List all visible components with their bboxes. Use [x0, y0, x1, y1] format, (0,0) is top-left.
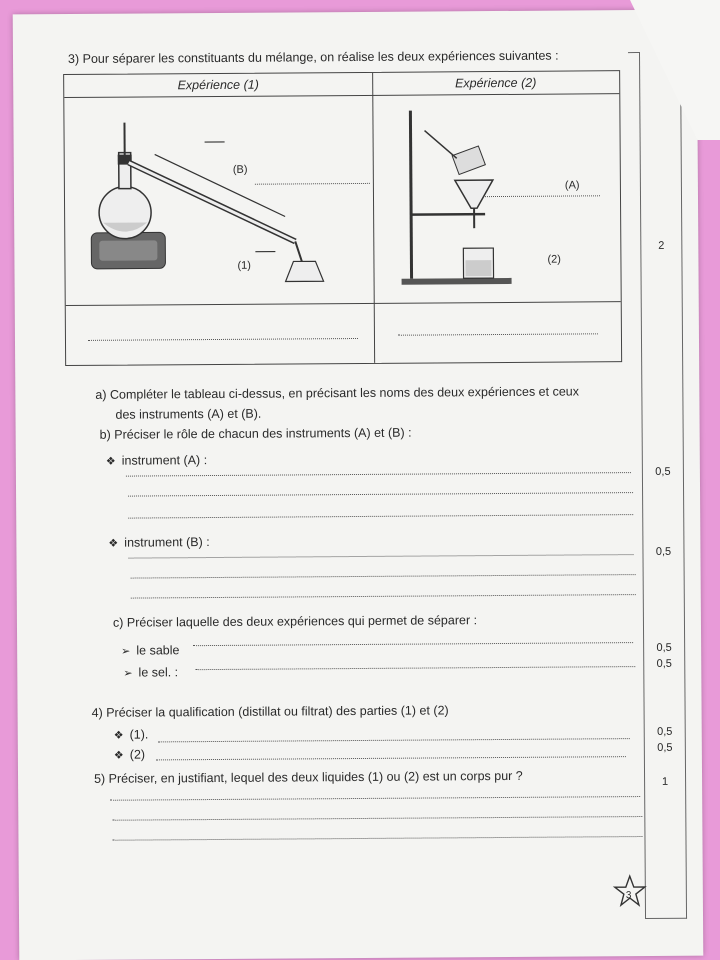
score-instrument-B: 0,5 [655, 545, 672, 558]
q5-text: 5) Préciser, en justifiant, lequel des deux liquides (1) ou (2) est un corps pur ? [93, 768, 523, 786]
diamond-bullet-icon: ❖ [105, 455, 116, 468]
score-q3: 2 [658, 239, 665, 252]
arrow-bullet-icon: ➢ [121, 645, 131, 658]
instrument-A-label: ❖ instrument (A) : [105, 453, 208, 468]
q3a-text: a) Compléter le tableau ci-dessus, en précisant les noms des deux expériences et ceux [95, 384, 579, 402]
score-c-sable: 0,5 [656, 641, 672, 654]
q3b-text: b) Préciser le rôle de chacun des instruments (A) et (B) : [99, 425, 412, 442]
header-experience-1: Expérience (1) [177, 77, 259, 93]
diamond-bullet-icon: ❖ [113, 749, 124, 762]
q4-item-1: ❖ (1). [113, 727, 149, 742]
label-B: (B) [232, 163, 248, 176]
q4-text: 4) Préciser la qualification (distillat ou filtrat) des parties (1) et (2) [91, 703, 449, 720]
score-q4-2: 0,5 [657, 741, 673, 754]
distillation-apparatus-drawing [84, 101, 365, 293]
q3-intro: 3) Pour séparer les constituants du mélange, on réalise les deux expériences suivantes : [67, 48, 559, 67]
q3c-text: c) Préciser laquelle des deux expériences qui permet de séparer : [112, 613, 478, 630]
arrow-bullet-icon: ➢ [123, 667, 133, 680]
label-2: (2) [547, 253, 561, 266]
experiments-table [63, 70, 622, 366]
answer-line-exp2 [398, 333, 598, 335]
c-sel-label: ➢ le sel. : [123, 665, 179, 680]
diamond-bullet-icon: ❖ [108, 537, 119, 550]
exam-sheet [13, 10, 704, 960]
score-margin-column [639, 52, 687, 919]
c-sable-label: ➢ le sable [121, 643, 180, 658]
label-A: (A) [564, 179, 580, 192]
score-c-sel: 0,5 [656, 657, 672, 670]
answer-line-exp1 [88, 338, 358, 341]
diamond-bullet-icon: ❖ [113, 729, 124, 742]
q4-item-2: ❖ (2) [113, 747, 146, 762]
q3a-text-cont: des instruments (A) et (B). [115, 406, 262, 422]
score-q4-1: 0,5 [657, 725, 673, 738]
header-experience-2: Expérience (2) [454, 75, 537, 91]
instrument-B-label: ❖ instrument (B) : [108, 535, 210, 550]
score-instrument-A: 0,5 [655, 465, 671, 478]
score-q5: 1 [661, 775, 669, 788]
page-number: 3 [625, 890, 632, 902]
label-1: (1) [237, 259, 251, 272]
